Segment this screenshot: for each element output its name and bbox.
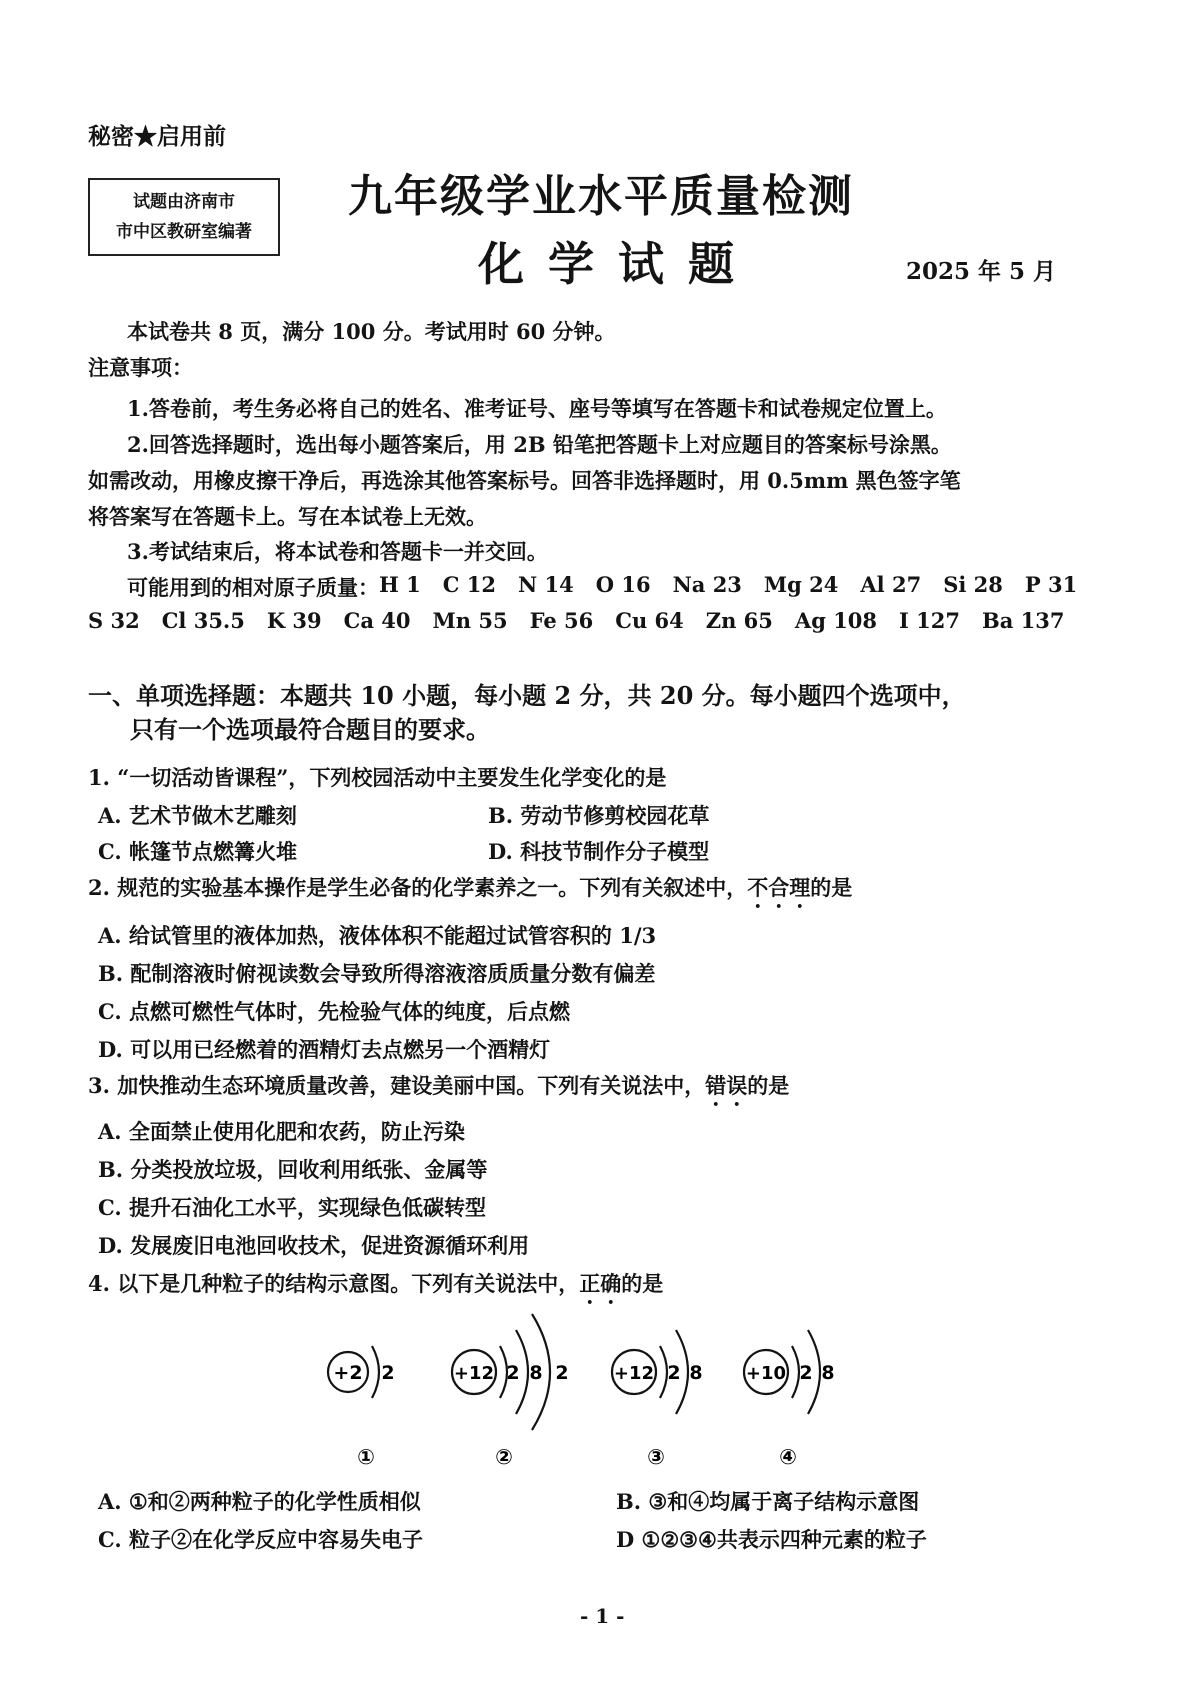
question-1-option-a: A. 艺术节做木艺雕刻 [98, 803, 297, 828]
question-2-option-a: A. 给试管里的液体加热，液体体积不能超过试管容积的 1/3 [98, 923, 657, 948]
atomic-mass: Mg 24 [763, 572, 839, 597]
particle-3-diagram [612, 1330, 703, 1469]
atomic-mass: Zn 65 [705, 608, 773, 633]
particle-1-nucleus: +2 [333, 1362, 363, 1384]
compiler-line-2: 市中区教研室编著 [116, 222, 252, 242]
atomic-mass: Fe 56 [529, 608, 594, 633]
note-3: 3.考试结束后，将本试卷和答题卡一并交回。 [127, 539, 548, 564]
section-title: 一、单项选择题：本题共 10 小题，每小题 2 分，共 20 分。每小题四个选项中， [88, 681, 966, 710]
particle-4-shell-arc-1 [792, 1346, 799, 1398]
question-2-stem-suffix: 的是 [810, 875, 853, 900]
question-1-option-c: C. 帐篷节点燃篝火堆 [98, 839, 297, 864]
atomic-mass: Ba 137 [982, 608, 1065, 633]
atomic-masses-line-1 [127, 572, 1077, 602]
atomic-mass: I 127 [899, 608, 961, 633]
question-2-option-b: B. 配制溶液时俯视读数会导致所得溶液溶质质量分数有偏差 [98, 961, 656, 986]
question-2-option-c: C. 点燃可燃性气体时，先检验气体的纯度，后点燃 [98, 999, 570, 1024]
particle-structure-diagrams [0, 1300, 1200, 1480]
atomic-mass: C 12 [442, 572, 497, 597]
particle-2-shell-3: 2 [555, 1362, 569, 1384]
particle-3-shell-arc-1 [660, 1346, 667, 1398]
particle-1-diagram [328, 1346, 395, 1469]
atomic-mass: Cl 35.5 [161, 608, 245, 633]
question-3-stem [88, 1070, 789, 1111]
atomic-mass: Cu 64 [615, 608, 684, 633]
particle-2-diagram [452, 1314, 569, 1469]
particle-2-shell-2: 8 [529, 1362, 543, 1384]
question-1-stem: 1. “一切活动皆课程”，下列校园活动中主要发生化学变化的是 [88, 765, 667, 790]
confidential-mark: 秘密★启用前 [88, 123, 226, 150]
question-4-option-a: A. ①和②两种粒子的化学性质相似 [98, 1489, 421, 1514]
exam-date: 2025 年 5 月 [906, 258, 1057, 285]
particle-1-shell-1: 2 [381, 1362, 395, 1384]
question-1-option-b: B. 劳动节修剪校园花草 [488, 803, 710, 828]
question-3-option-a: A. 全面禁止使用化肥和农药，防止污染 [98, 1119, 465, 1144]
particle-4-label: ④ [779, 1445, 797, 1469]
note-2a: 2.回答选择题时，选出每小题答案后，用 2B 铅笔把答题卡上对应题目的答案标号涂黑。 [127, 432, 952, 457]
question-4-option-c: C. 粒子②在化学反应中容易失电子 [98, 1527, 423, 1552]
atomic-masses-label: 可能用到的相对原子质量： [127, 575, 379, 600]
atomic-mass: Ca 40 [343, 608, 411, 633]
particle-2-label: ② [495, 1445, 513, 1469]
particle-2-nucleus: +12 [453, 1363, 495, 1384]
question-3-option-c: C. 提升石油化工水平，实现绿色低碳转型 [98, 1195, 486, 1220]
atomic-masses-line-2 [88, 608, 1065, 633]
question-4-stem-suffix: 的是 [621, 1271, 664, 1296]
question-4-stem-prefix: 4. 以下是几种粒子的结构示意图。下列有关说法中， [88, 1271, 580, 1296]
note-2c: 将答案写在答题卡上。写在本试卷上无效。 [88, 504, 487, 529]
question-3-stem-emphasis: 错误 [705, 1073, 748, 1098]
note-1: 1.答卷前，考生务必将自己的姓名、准考证号、座号等填写在答题卡和试卷规定位置上。 [127, 396, 947, 421]
atomic-mass: Na 23 [672, 572, 742, 597]
particle-3-shell-1: 2 [667, 1362, 681, 1384]
atomic-mass: Mn 55 [432, 608, 508, 633]
exam-summary: 本试卷共 8 页，满分 100 分。考试用时 60 分钟。 [127, 319, 616, 344]
atomic-mass: Ag 108 [794, 608, 878, 633]
question-2-stem-prefix: 2. 规范的实验基本操作是学生必备的化学素养之一。下列有关叙述中， [88, 875, 748, 900]
atomic-mass: S 32 [88, 608, 140, 633]
question-3-stem-suffix: 的是 [747, 1073, 790, 1098]
atomic-mass: K 39 [266, 608, 322, 633]
notes-heading: 注意事项： [88, 355, 193, 380]
question-2-option-d: D. 可以用已经燃着的酒精灯去点燃另一个酒精灯 [98, 1037, 551, 1062]
particle-1-label: ① [357, 1445, 375, 1469]
question-3-option-b: B. 分类投放垃圾，回收利用纸张、金属等 [98, 1157, 488, 1182]
particle-4-shell-2: 8 [821, 1362, 835, 1384]
particle-4-nucleus: +10 [745, 1363, 787, 1384]
atomic-mass: P 31 [1024, 572, 1078, 597]
atomic-mass: N 14 [518, 572, 574, 597]
question-4-stem-emphasis: 正确 [579, 1271, 622, 1296]
atomic-mass: O 16 [595, 572, 651, 597]
atomic-mass: Al 27 [860, 572, 922, 597]
note-2b: 如需改动，用橡皮擦干净后，再选涂其他答案标号。回答非选择题时，用 0.5mm 黑色签字笔 [88, 468, 961, 493]
exam-title: 九年级学业水平质量检测 [348, 171, 854, 222]
particle-3-nucleus: +12 [613, 1363, 655, 1384]
question-2-stem [88, 872, 852, 913]
particle-4-diagram [744, 1330, 835, 1469]
question-4-option-d: D ①②③④共表示四种元素的粒子 [616, 1527, 927, 1552]
question-1-option-d: D. 科技节制作分子模型 [488, 839, 710, 864]
subject-title: 化学试题 [478, 237, 758, 291]
atomic-mass: H 1 [379, 572, 421, 597]
question-4-option-b: B. ③和④均属于离子结构示意图 [616, 1489, 920, 1514]
atomic-mass: Si 28 [943, 572, 1003, 597]
particle-3-shell-2: 8 [689, 1362, 703, 1384]
compiler-line-1: 试题由济南市 [133, 192, 235, 212]
particle-4-shell-1: 2 [799, 1362, 813, 1384]
page-number: - 1 - [580, 1604, 625, 1628]
compiler-box [88, 178, 280, 256]
question-3-option-d: D. 发展废旧电池回收技术，促进资源循环利用 [98, 1233, 530, 1258]
particle-3-label: ③ [647, 1445, 665, 1469]
particle-2-shell-1: 2 [506, 1362, 520, 1384]
question-3-stem-prefix: 3. 加快推动生态环境质量改善，建设美丽中国。下列有关说法中， [88, 1073, 706, 1098]
particle-1-shell-arc [372, 1346, 379, 1398]
section-title-continued: 只有一个选项最符合题目的要求。 [130, 715, 490, 744]
question-2-stem-emphasis: 不合理 [747, 875, 811, 900]
